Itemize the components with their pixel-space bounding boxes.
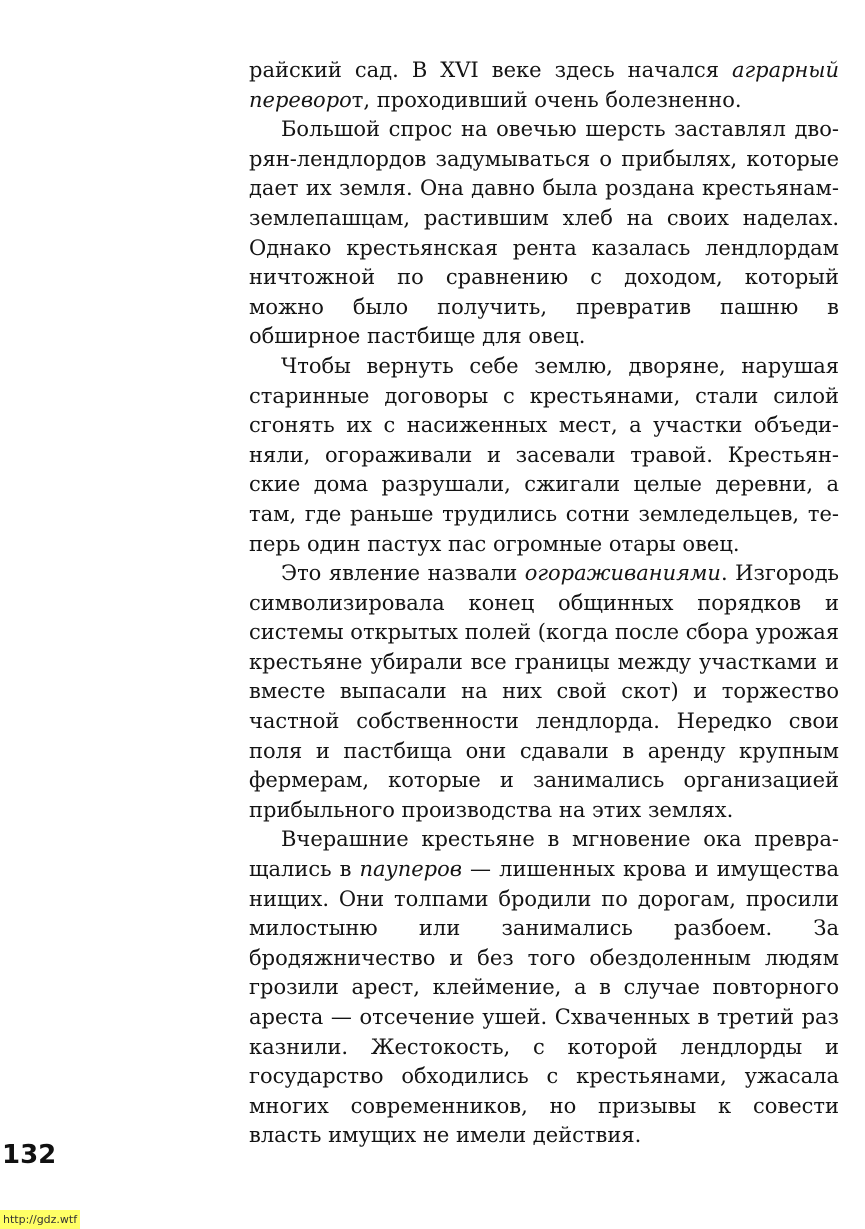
paragraph xyxy=(249,559,839,825)
paragraph xyxy=(249,115,839,352)
text-run: Это явление назвали xyxy=(281,561,525,586)
text-run: Большой спрос на овечью шерсть заставлял дворян-лендлордов задумываться о прибылях, которые дает их земля. Она давно была роздана крестьянам-землепашцам, растившим хлеб на своих наделах. Однако крестьянская рента казалась лендлордам ничтожной по сравнению с доходом, который можно было получить, превратив пашню в обширное пастбище для овец. xyxy=(249,117,839,349)
italic-term: аграрный переворо xyxy=(249,58,839,112)
text-run: Чтобы вернуть себе землю, дворяне, нарушая старинные договоры с крестьянами, стали силой сгонять их с насиженных мест, а участки объединяли, огораживали и засевали травой. Крестьянские дома разрушали, сжигали целые деревни, а там, где раньше трудились сотни земледельцев, теперь один пастух пас огромные отары овец. xyxy=(249,353,839,556)
body-text xyxy=(249,56,839,1151)
paragraph xyxy=(249,352,839,559)
text-run: райский сад. В XVI веке здесь начался xyxy=(249,58,732,82)
text-run: . Изгородь символизировала конец общинных порядков и системы открытых полей (когда после сбора урожая крестьяне убирали все границы между участками и вместе выпасали на них свой скот) и торжество частной собственности лендлорда. Нередко свои поля и пастбища они сдавали в аренду крупным фермерам, которые и занимались организацией прибыльного производства на этих землях. xyxy=(249,561,839,822)
italic-term: пауперов xyxy=(359,857,462,882)
paragraph xyxy=(249,825,839,1151)
page-number: 132 xyxy=(2,1140,57,1170)
text-run: Вчерашние крестьяне в мгновение ока превращались в xyxy=(249,827,839,882)
watermark-link[interactable]: http://gdz.wtf xyxy=(0,1210,80,1229)
paragraph xyxy=(249,56,839,115)
text-run: — лишенных крова и имущества нищих. Они толпами бродили по дорогам, просили милостыню или занимались разбоем. За бродяжничество и без того обездоленным людям грозили арест, клеймение, а в случае повторного ареста — отсечение ушей. Схваченных в третий раз казнили. Жестокость, с которой лендлорды и государство обходились с крестьянами, ужасала многих современников, но призывы к совести власть имущих не имели действия. xyxy=(249,857,839,1148)
text-run: т, проходивший очень болезненно. xyxy=(351,87,742,112)
italic-term: огораживаниями xyxy=(524,561,721,586)
